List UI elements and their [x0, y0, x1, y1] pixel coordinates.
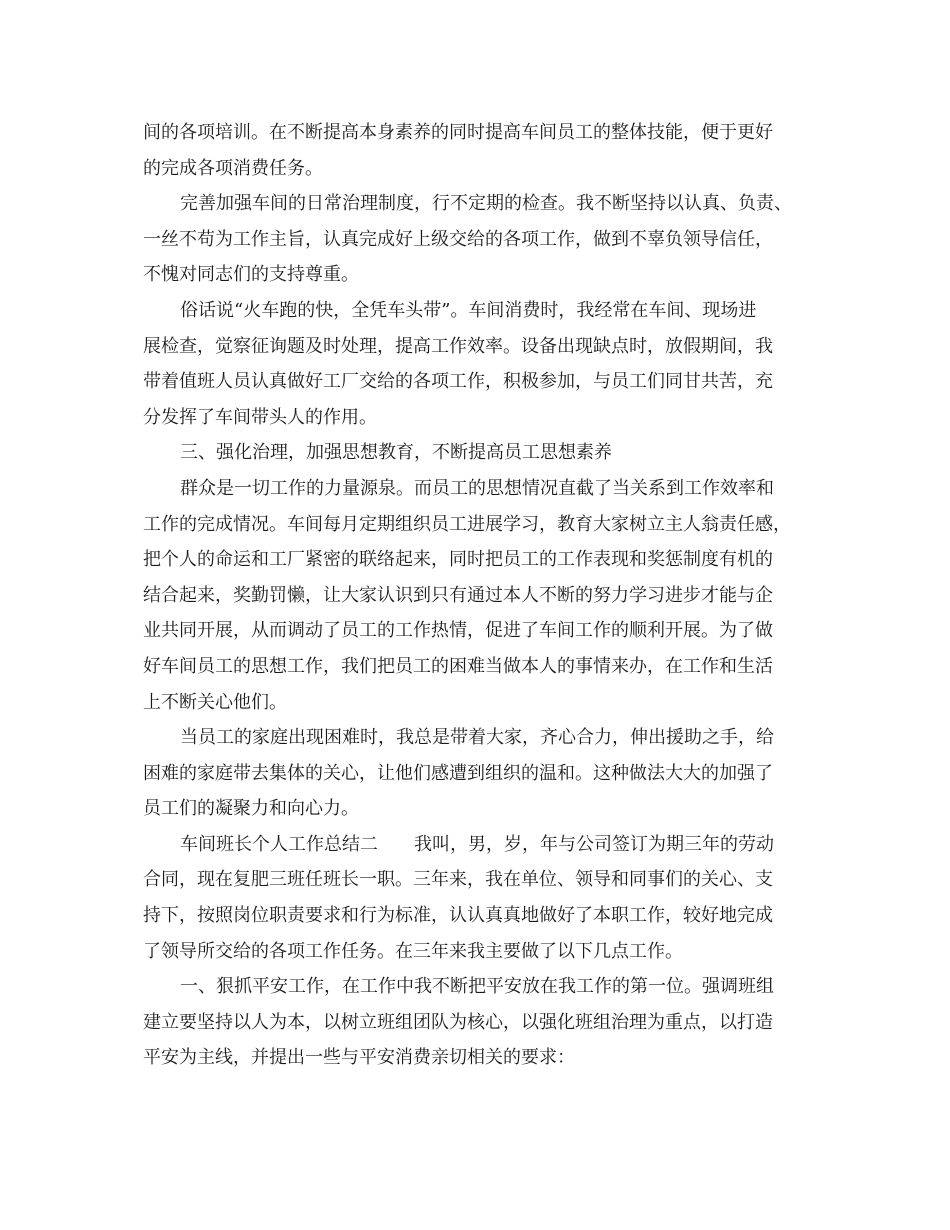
text-line: 带着值班人员认真做好工厂交给的各项工作，积极参加，与员工们同甘共苦，充	[143, 371, 773, 393]
text-line: 员工们的凝聚力和向心力。	[143, 798, 359, 820]
paragraph-start-line: 一、狠抓平安工作，在工作中我不断把平安放在我工作的第一位。强调班组	[180, 976, 774, 998]
text-line: 工作的完成情况。车间每月定期组织员工进展学习，教育大家树立主人翁责任感，	[143, 513, 791, 535]
text-line: 困难的家庭带去集体的关心，让他们感遭到组织的温和。这种做法大大的加强了	[143, 762, 773, 784]
text-line: 好车间员工的思想工作，我们把员工的困难当做本人的事情来办，在工作和生活	[143, 655, 773, 677]
paragraph-start-line: 车间班长个人工作总结二 我叫，男，岁，年与公司签订为期三年的劳动	[180, 833, 774, 855]
paragraph-start-line: 群众是一切工作的力量源泉。而员工的思想情况直截了当关系到工作效率和	[180, 477, 774, 499]
text-line: 业共同开展，从而调动了员工的工作热情，促进了车间工作的顺利开展。为了做	[143, 620, 773, 642]
text-line: 平安为主线，并提出一些与平安消费亲切相关的要求：	[143, 1047, 575, 1069]
text-line: 分发挥了车间带头人的作用。	[143, 406, 377, 428]
paragraph-start-line: 当员工的家庭出现困难时，我总是带着大家，齐心合力，伸出援助之手，给	[180, 727, 774, 749]
paragraph-start-line: 完善加强车间的日常治理制度，行不定期的检查。我不断坚持以认真、负责、	[180, 193, 792, 215]
text-line: 不愧对同志们的支持尊重。	[143, 264, 359, 286]
paragraph-start-line: 俗话说“火车跑的快，全凭车头带”。车间消费时，我经常在车间、现场进	[180, 299, 757, 321]
text-line: 展检查，觉察征询题及时处理，提高工作效率。设备出现缺点时，放假期间，我	[143, 335, 773, 357]
text-line: 了领导所交给的各项工作任务。在三年来我主要做了以下几点工作。	[143, 940, 683, 962]
text-line: 结合起来，奖勤罚懒，让大家认识到只有通过本人不断的努力学习进步才能与企	[143, 584, 773, 606]
text-line: 上不断关心他们。	[143, 691, 287, 713]
text-line: 合同，现在复肥三班任班长一职。三年来，我在单位、领导和同事们的关心、支	[143, 869, 773, 891]
text-line: 持下，按照岗位职责要求和行为标准，认认真真地做好了本职工作，较好地完成	[143, 905, 773, 927]
document-body	[143, 115, 808, 1076]
text-line: 把个人的命运和工厂紧密的联络起来，同时把员工的工作表现和奖惩制度有机的	[143, 549, 773, 571]
section-heading: 三、强化治理，加强思想教育，不断提高员工思想素养	[180, 442, 612, 464]
text-line: 间的各项培训。在不断提高本身素养的同时提高车间员工的整体技能，便于更好	[143, 122, 773, 143]
text-line: 建立要坚持以人为本，以树立班组团队为核心，以强化班组治理为重点，以打造	[143, 1011, 773, 1033]
text-line: 一丝不苟为工作主旨，认真完成好上级交给的各项工作，做到不辜负领导信任，	[143, 228, 773, 250]
text-line: 的完成各项消费任务。	[143, 157, 323, 179]
